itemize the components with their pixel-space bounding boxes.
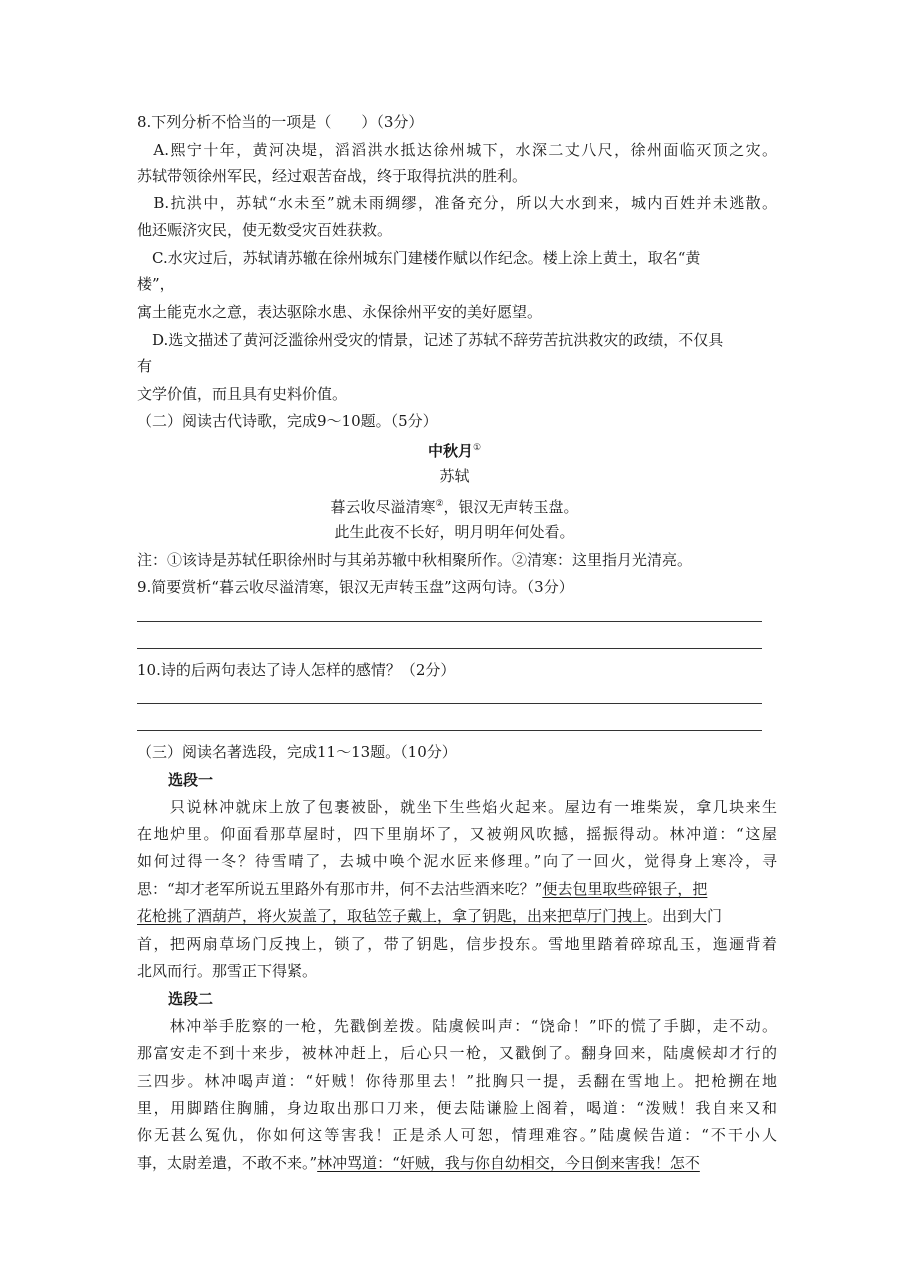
q8-option-c-line2: 楼”，	[137, 275, 175, 293]
q8-option-d-line2: 有	[137, 357, 153, 375]
section3-heading: （三）阅读名著选段，完成11～13题。（10分）	[137, 743, 457, 761]
q10-answer-line-2[interactable]	[137, 730, 762, 731]
poem-title-text: 中秋月	[427, 442, 473, 460]
poem-line-1	[0, 494, 909, 517]
poem-line-1-note-mark: ②	[435, 499, 444, 509]
q10-answer-line-1[interactable]	[137, 703, 762, 704]
excerpt1-title: 选段一	[168, 771, 214, 789]
excerpt2-underlined-part: 林冲骂道：“奸贼，我与你自幼相交，今日倒来害我！怎不	[317, 1154, 700, 1172]
q8-option-c-line1: C.水灾过后，苏轼请苏辙在徐州城东门建楼作赋以作纪念。楼上涂上黄土，取名“黄	[137, 249, 701, 267]
excerpt2-line-6	[137, 1153, 700, 1173]
excerpt2-title: 选段二	[168, 990, 214, 1008]
excerpt1-line-3: 如何过得一冬？待雪晴了，去城中唤个泥水匠来修理。”向了一回火，觉得身上寒冷，寻	[137, 852, 777, 870]
excerpt2-line-6-text: 事，太尉差遣，不敢不来。”	[137, 1154, 318, 1172]
q8-option-a-line1: A.熙宁十年，黄河决堤，滔滔洪水抵达徐州城下，水深二丈八尺，徐州面临灭顶之灾。	[137, 141, 777, 159]
poem-line-1-b: ，银汉无声转玉盘。	[443, 498, 579, 516]
q9-answer-line-1[interactable]	[137, 621, 762, 622]
q8-option-c-line3: 寓土能克水之意，表达驱除水患、永保徐州平安的美好愿望。	[137, 303, 543, 321]
poem-author: 苏轼	[439, 467, 470, 485]
q8-option-b-line2: 他还赈济灾民，使无数受灾百姓获救。	[137, 221, 393, 239]
q9-prompt: 9.简要赏析“暮云收尽溢清寒，银汉无声转玉盘”这两句诗。（3分）	[137, 578, 574, 596]
q8-stem: 8.下列分析不恰当的一项是（ ）（3分）	[137, 113, 424, 131]
excerpt1-line-5	[137, 906, 722, 926]
excerpt2-line-5: 你无甚么冤仇，你如何这等害我！正是杀人可恕，情理难容。”陆虞候告道：“不干小人	[137, 1126, 777, 1144]
section2-heading: （二）阅读古代诗歌，完成9～10题。（5分）	[137, 412, 438, 430]
excerpt1-line-7: 北风而行。那雪正下得紧。	[137, 962, 318, 980]
excerpt2-line-1: 林冲举手肐察的一枪，先戳倒差拨。陆虞候叫声：“饶命！”吓的慌了手脚，走不动。	[137, 1017, 777, 1035]
poem-note: 注：①该诗是苏轼任职徐州时与其弟苏辙中秋相聚所作。②清寒：这里指月光清亮。	[137, 551, 693, 569]
excerpt1-line-5-text: 。出到大门	[647, 907, 723, 925]
excerpt1-line-6: 首，把两扇草场门反拽上，锁了，带了钥匙，信步投东。雪地里踏着碎琼乱玉，迤逦背着	[137, 935, 777, 953]
excerpt2-line-4: 里，用脚踏住胸脯，身边取出那口刀来，便去陆谦脸上阁着，喝道：“泼贼！我自来又和	[137, 1099, 777, 1117]
q10-prompt: 10.诗的后两句表达了诗人怎样的感情？（2分）	[137, 661, 456, 679]
excerpt1-line-4-text: 思：“却才老军所说五里路外有那市井，何不去沽些酒来吃？”	[137, 880, 543, 898]
excerpt1-line-2: 在地炉里。仰面看那草屋时，四下里崩坏了，又被朔风吹撼，摇振得动。林冲道：“这屋	[137, 825, 777, 843]
q8-option-b-line1: B.抗洪中，苏轼“水未至”就未雨绸缪，准备充分，所以大水到来，城内百姓并未逃散。	[137, 194, 777, 212]
q8-option-a-line2: 苏轼带领徐州军民，经过艰苦奋战，终于取得抗洪的胜利。	[137, 167, 528, 185]
q8-option-d-line1: D.选文描述了黄河泛滥徐州受灾的情景，记述了苏轼不辞劳苦抗洪救灾的政绩，不仅具	[137, 331, 724, 349]
excerpt2-line-2: 那富安走不到十来步，被林冲赶上，后心只一枪，又戳倒了。翻身回来，陆虞候却才行的	[137, 1044, 777, 1062]
excerpt1-line-1: 只说林冲就床上放了包裹被卧，就坐下生些焰火起来。屋边有一堆柴炭，拿几块来生	[137, 798, 777, 816]
poem-title	[0, 438, 909, 461]
poem-line-2: 此生此夜不长好，明月明年何处看。	[334, 523, 575, 541]
excerpt2-line-3: 三四步。林冲喝声道：“奸贼！你待那里去！”批胸只一提，丢翻在雪地上。把枪搠在地	[137, 1072, 777, 1090]
q9-answer-line-2[interactable]	[137, 648, 762, 649]
poem-line-1-a: 暮云收尽溢清寒	[330, 498, 436, 516]
excerpt1-underlined-part-2: 花枪挑了酒葫芦，将火炭盖了，取毡笠子戴上，拿了钥匙，出来把草厅门拽上	[137, 907, 648, 925]
q8-option-d-line3: 文学价值，而且具有史料价值。	[137, 385, 348, 403]
poem-title-note-mark: ①	[472, 443, 482, 453]
excerpt1-line-4	[137, 879, 707, 899]
excerpt1-underlined-part-1: 便去包里取些碎银子，把	[542, 880, 708, 898]
